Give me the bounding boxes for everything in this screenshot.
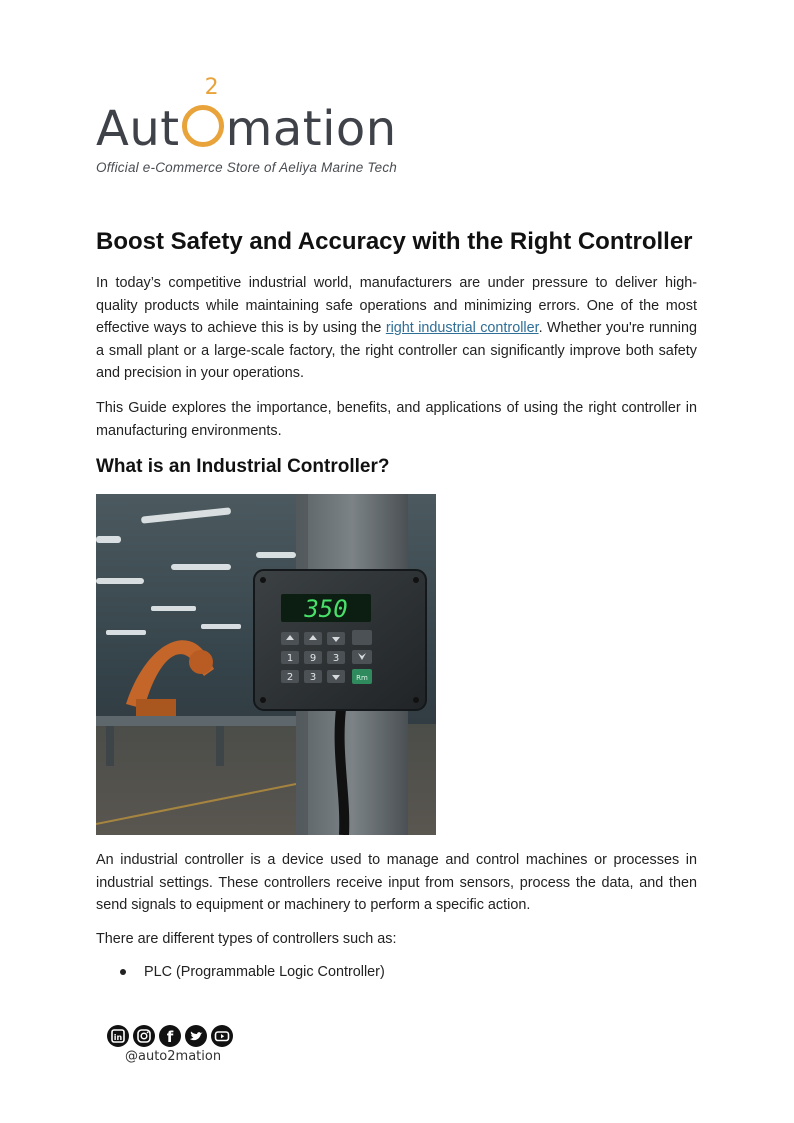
linkedin-glyph: in <box>113 1033 123 1042</box>
social-icons <box>107 1025 233 1047</box>
linkedin-icon[interactable] <box>107 1025 129 1047</box>
logo-superscript: 2 <box>204 75 220 100</box>
logo-word-start: Aut <box>96 101 180 157</box>
social-handle: @auto2mation <box>125 1049 222 1064</box>
facebook-glyph: f <box>166 1028 174 1046</box>
logo-word-end: mation <box>225 101 397 157</box>
instagram-icon[interactable] <box>133 1025 155 1047</box>
keypad-key-2: 2 <box>286 672 294 683</box>
keypad-key-9: 9 <box>309 653 317 664</box>
intro-text-end: . Whether you're running a small plant or a large-scale factory, the right controller can significantly improve both safety and precision in your operations. <box>96 320 697 381</box>
types-intro: There are different types of controllers such as: <box>96 931 397 947</box>
keypad-run-key: Rm <box>356 674 368 682</box>
controller-photo <box>96 494 436 835</box>
controller-types-list <box>96 961 696 983</box>
logo-wordmark <box>96 75 397 164</box>
keypad-key-1: 1 <box>286 653 294 664</box>
keypad-key-3: 3 <box>332 653 340 664</box>
brand-logo <box>96 75 426 184</box>
display-readout: 350 <box>304 595 348 623</box>
logo-tagline: Official e-Commerce Store of Aeliya Marine Tech <box>96 160 398 175</box>
logo-ring-o <box>182 75 224 147</box>
keypad-key-3b: 3 <box>309 672 317 683</box>
definition-paragraph: An industrial controller is a device used to manage and control machines or processes in industrial settings. These controllers receive input from sensors, process the data, and then send signals to equipment or machinery to perform a specific action. <box>96 852 697 913</box>
controller-link[interactable]: right industrial controller <box>385 320 539 336</box>
guide-paragraph: This Guide explores the importance, benefits, and applications of using the right controller in manufacturing environments. <box>96 400 697 439</box>
page-title: Boost Safety and Accuracy with the Right Controller <box>96 228 693 255</box>
intro-paragraph <box>96 272 697 385</box>
youtube-icon[interactable] <box>211 1025 233 1047</box>
section-heading: What is an Industrial Controller? <box>96 456 390 477</box>
list-item: PLC (Programmable Logic Controller) <box>96 961 696 983</box>
facebook-icon[interactable] <box>159 1025 181 1047</box>
intro-text-start: In today’s competitive industrial world, manufacturers are under pressure to deliver high-quality products while maintaining safe operations and minimizing errors. One of the most effective ways to achieve this is by using the <box>96 275 697 336</box>
twitter-icon[interactable] <box>185 1025 207 1047</box>
controller-illustration <box>96 494 436 835</box>
social-footer <box>107 1025 233 1064</box>
